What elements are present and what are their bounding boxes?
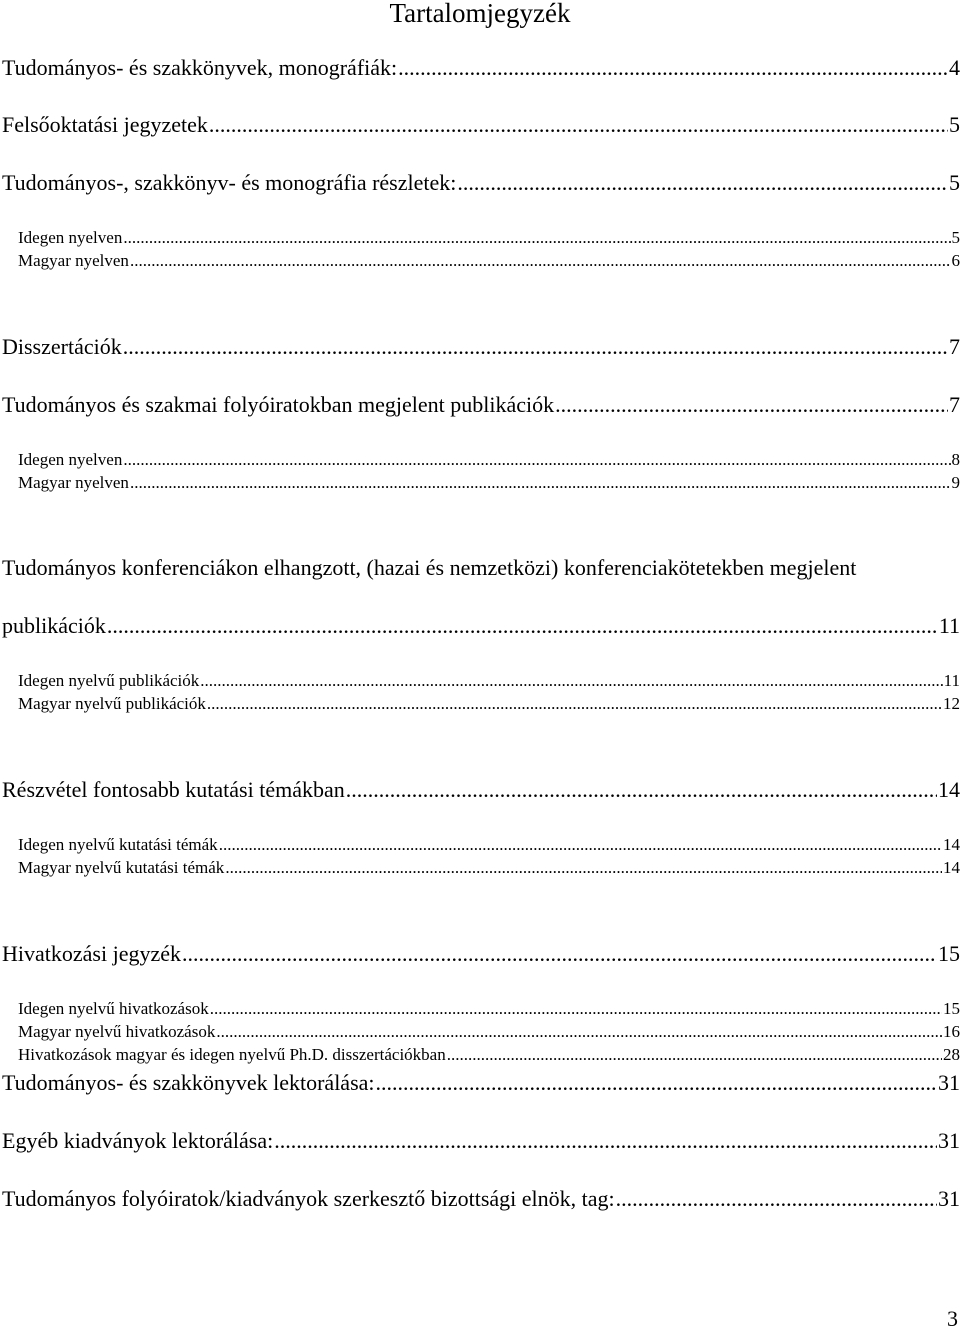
- toc-entry-page: 5: [949, 170, 960, 195]
- toc-entry-page: 8: [951, 450, 960, 469]
- toc-entry-label: Disszertációk: [2, 334, 122, 359]
- toc-entry-label: publikációk: [2, 613, 106, 638]
- toc-entry-label: Idegen nyelven: [18, 228, 123, 247]
- toc-entry-page: 5: [949, 112, 960, 137]
- toc-entry[interactable]: [2, 55, 960, 81]
- toc-entry-page: 11: [938, 613, 960, 638]
- toc-entry-page: 14: [938, 777, 960, 802]
- leader-dots: [209, 112, 948, 138]
- toc-subentry[interactable]: [18, 1045, 960, 1065]
- toc-entry[interactable]: [2, 613, 960, 639]
- toc-entry-page: 31: [938, 1070, 960, 1095]
- toc-entry-line1[interactable]: [2, 555, 960, 581]
- toc-entry[interactable]: [2, 170, 960, 196]
- leader-dots: [376, 1070, 937, 1096]
- toc-entry-page: 5: [951, 228, 960, 247]
- toc-entry[interactable]: [2, 1070, 960, 1096]
- leader-dots: [216, 1022, 942, 1042]
- leader-dots: [123, 450, 950, 470]
- leader-dots: [447, 1045, 942, 1065]
- toc-title: Tartalomjegyzék: [389, 0, 571, 28]
- toc-subentry[interactable]: [18, 858, 960, 878]
- toc-entry-label: Magyar nyelven: [18, 251, 129, 270]
- toc-entry[interactable]: [2, 392, 960, 418]
- toc-entry-label: Idegen nyelvű publikációk: [18, 671, 200, 690]
- toc-entry-page: 15: [943, 999, 960, 1018]
- toc-subentry[interactable]: [18, 694, 960, 714]
- leader-dots: [225, 858, 942, 878]
- toc-entry-label: Felsőoktatási jegyzetek: [2, 112, 208, 137]
- toc-entry-label: Részvétel fontosabb kutatási témákban: [2, 777, 345, 802]
- toc-entry-page: 6: [951, 251, 960, 270]
- toc-entry-page: 7: [949, 334, 960, 359]
- toc-entry-page: 14: [943, 835, 960, 854]
- toc-entry-label: Tudományos folyóiratok/kiadványok szerkesztő bizottsági elnök, tag:: [2, 1186, 615, 1211]
- toc-subentry[interactable]: [18, 251, 960, 271]
- toc-entry-label: Magyar nyelven: [18, 473, 129, 492]
- toc-entry-page: 14: [943, 858, 960, 877]
- leader-dots: [200, 671, 942, 691]
- toc-subentry[interactable]: [18, 473, 960, 493]
- toc-entry-label: Tudományos- és szakkönyvek, monográfiák:: [2, 55, 398, 80]
- toc-subentry[interactable]: [18, 671, 960, 691]
- toc-entry[interactable]: [2, 1128, 960, 1154]
- toc-entry-label: Tudományos és szakmai folyóiratokban megjelent publikációk: [2, 392, 555, 417]
- toc-entry[interactable]: [2, 777, 960, 803]
- leader-dots: [457, 170, 948, 196]
- leader-dots: [555, 392, 948, 418]
- leader-dots: [123, 334, 948, 360]
- toc-entry[interactable]: [2, 941, 960, 967]
- toc-entry[interactable]: [2, 1186, 960, 1212]
- toc-entry-page: 31: [938, 1128, 960, 1153]
- leader-dots: [616, 1186, 937, 1212]
- toc-entry-page: 28: [943, 1045, 960, 1064]
- toc-subentry[interactable]: [18, 450, 960, 470]
- leader-dots: [274, 1128, 937, 1154]
- toc-subentry[interactable]: [18, 999, 960, 1019]
- toc-entry-page: 7: [949, 392, 960, 417]
- toc-entry-label: Magyar nyelvű kutatási témák: [18, 858, 225, 877]
- toc-entry-label: Egyéb kiadványok lektorálása:: [2, 1128, 274, 1153]
- toc-entry-label: Tudományos- és szakkönyvek lektorálása:: [2, 1070, 375, 1095]
- leader-dots: [207, 694, 942, 714]
- toc-entry-label: Magyar nyelvű hivatkozások: [18, 1022, 216, 1041]
- leader-dots: [130, 251, 951, 271]
- toc-entry-label: Hivatkozási jegyzék: [2, 941, 181, 966]
- toc-entry-label: Hivatkozások magyar és idegen nyelvű Ph.D. disszertációkban: [18, 1045, 446, 1064]
- toc-entry-label: Idegen nyelven: [18, 450, 123, 469]
- toc-entry-page: 9: [951, 473, 960, 492]
- toc-subentry[interactable]: [18, 228, 960, 248]
- toc-subentry[interactable]: [18, 835, 960, 855]
- leader-dots: [210, 999, 942, 1019]
- toc-entry[interactable]: [2, 334, 960, 360]
- toc-entry-label: Magyar nyelvű publikációk: [18, 694, 206, 713]
- toc-entry-page: 16: [943, 1022, 960, 1041]
- leader-dots: [130, 473, 951, 493]
- toc-entry-label: Idegen nyelvű hivatkozások: [18, 999, 209, 1018]
- toc-entry-label: Tudományos-, szakkönyv- és monográfia részletek:: [2, 170, 457, 195]
- toc-entry-label: Idegen nyelvű kutatási témák: [18, 835, 218, 854]
- leader-dots: [123, 228, 950, 248]
- toc-entry-page: 4: [949, 55, 960, 80]
- leader-dots: [398, 55, 948, 81]
- toc-entry-page: 12: [943, 694, 960, 713]
- toc-entry-page: 11: [943, 671, 960, 690]
- page-number: 3: [947, 1306, 958, 1331]
- toc-entry-page: 31: [938, 1186, 960, 1211]
- leader-dots: [182, 941, 937, 967]
- leader-dots: [219, 835, 942, 855]
- toc-entry-page: 15: [938, 941, 960, 966]
- toc-entry[interactable]: [2, 112, 960, 138]
- toc-subentry[interactable]: [18, 1022, 960, 1042]
- leader-dots: [107, 613, 938, 639]
- leader-dots: [346, 777, 937, 803]
- toc-entry-label: Tudományos konferenciákon elhangzott, (hazai és nemzetközi) konferenciakötetekben megjelent: [2, 555, 857, 580]
